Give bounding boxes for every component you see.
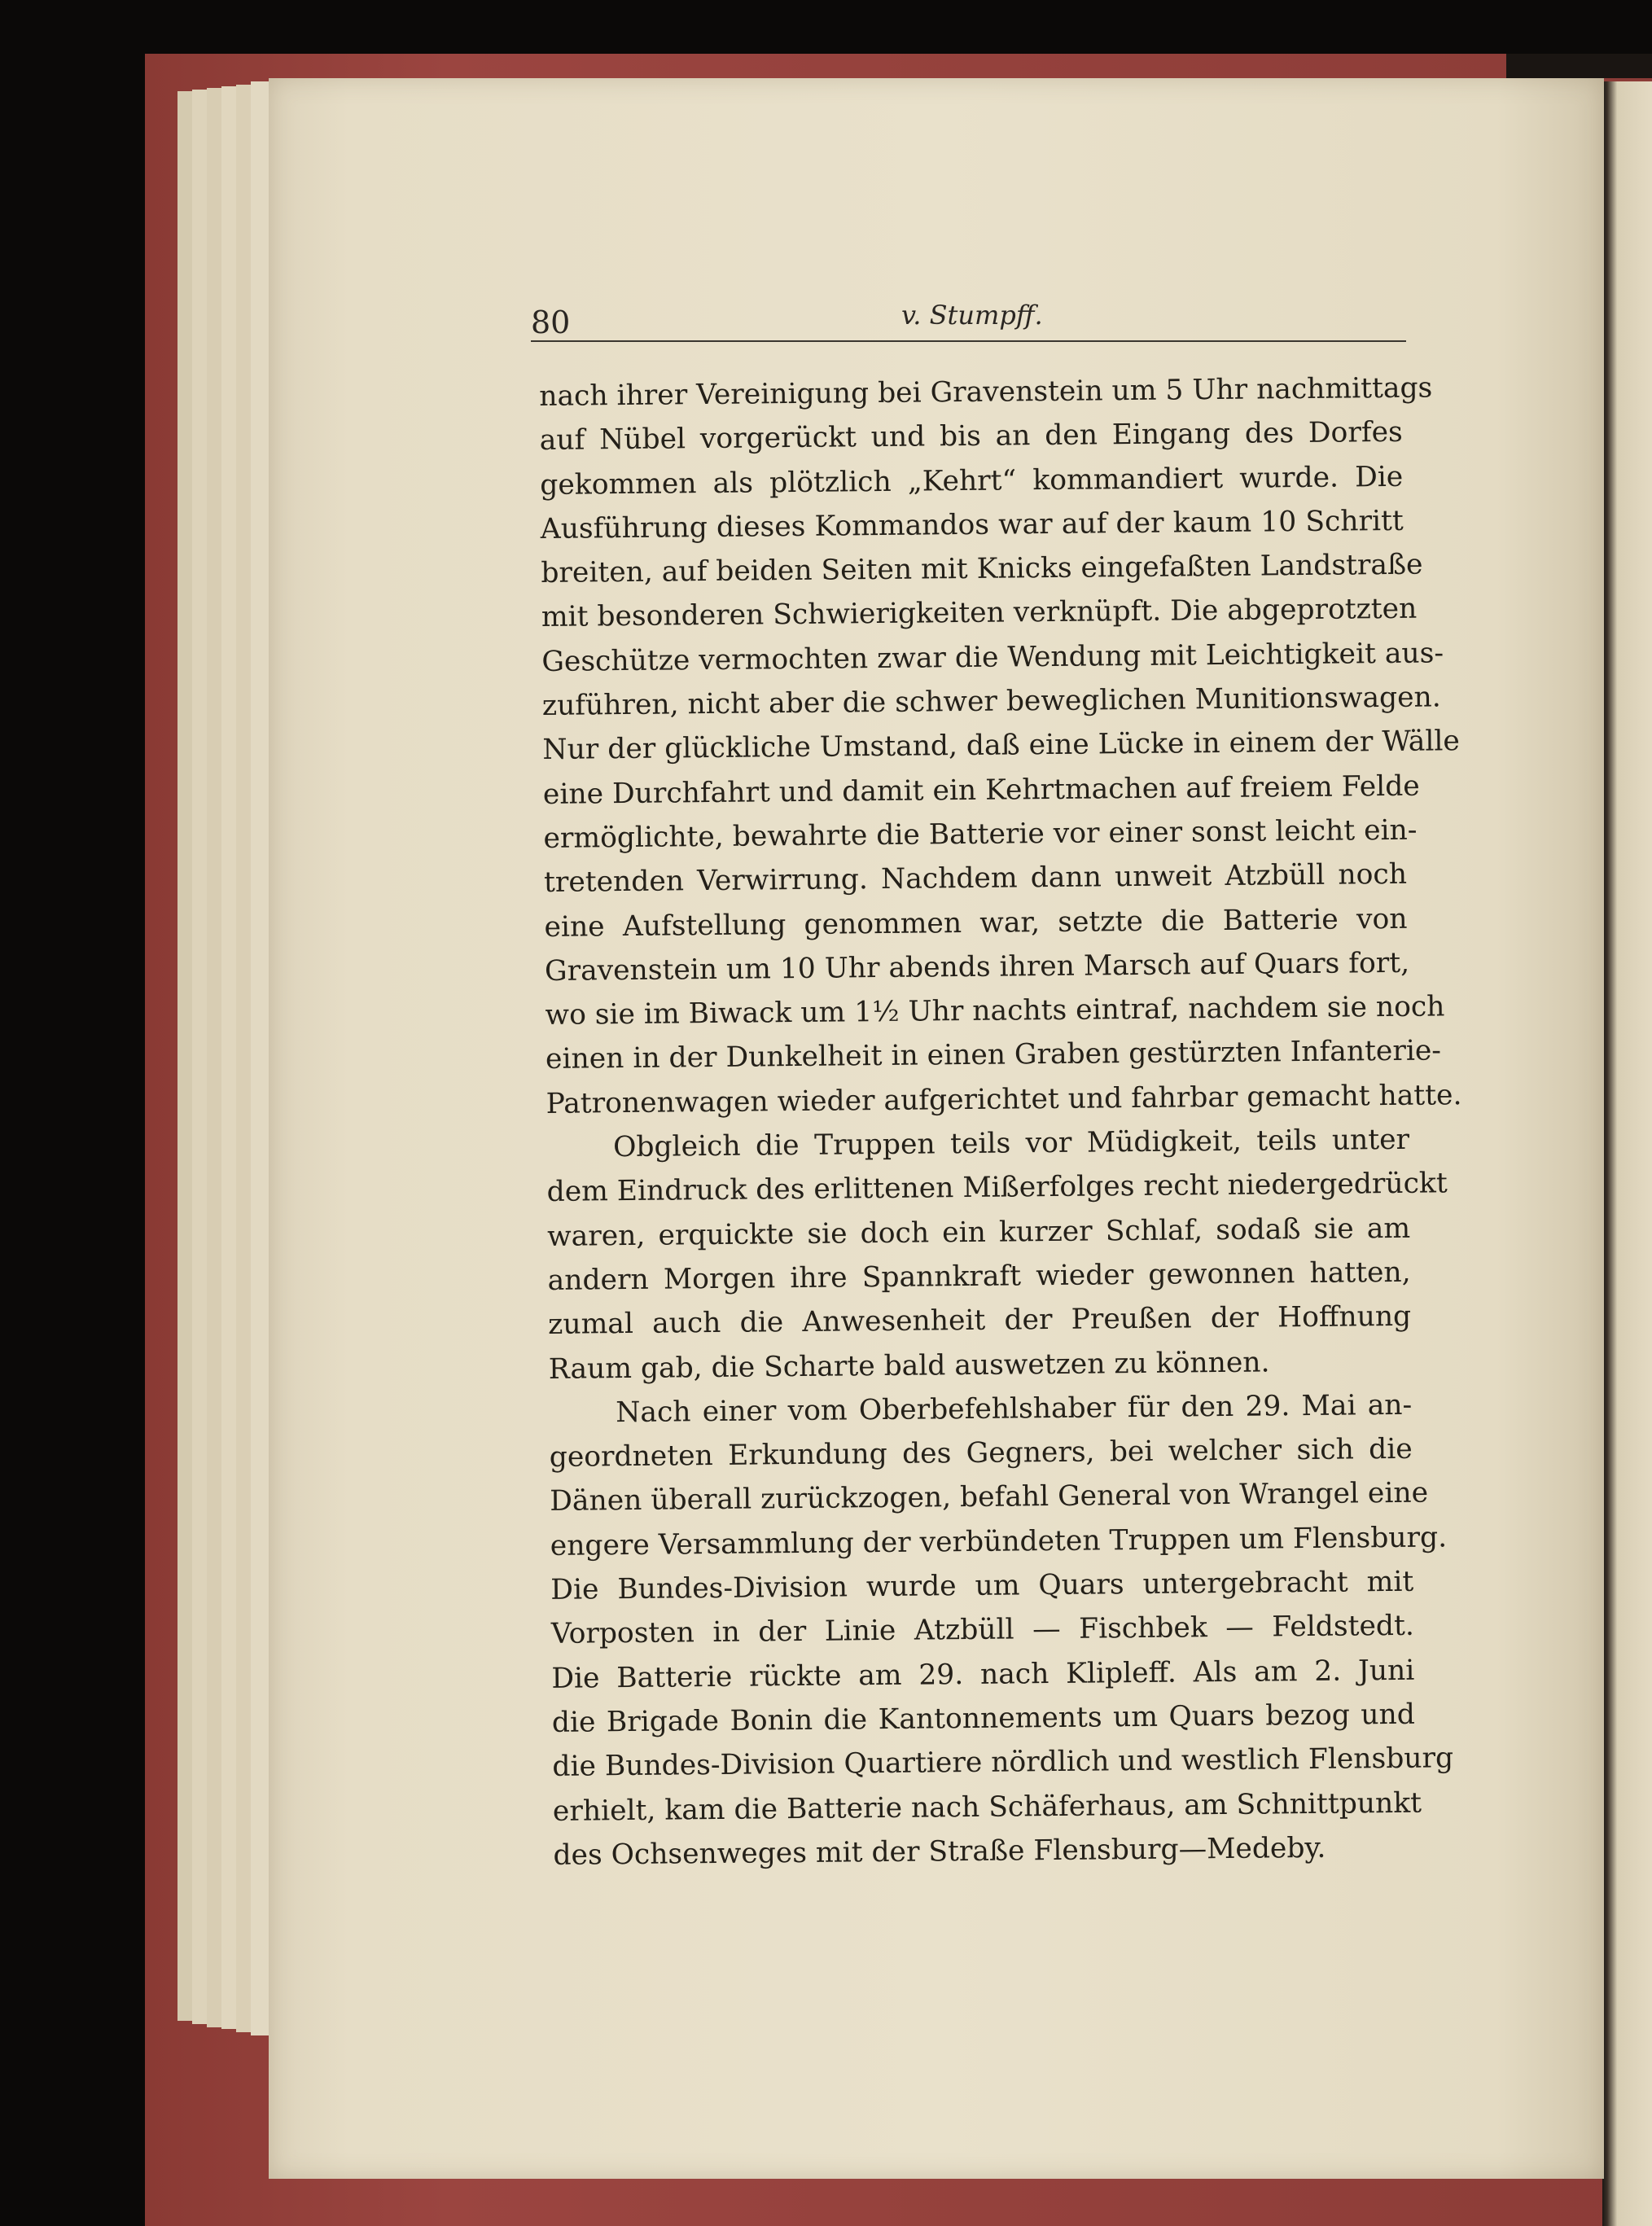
text-line: eine Aufstellung genommen war, setzte die Batterie von [544, 902, 1408, 944]
background-shadow [1506, 54, 1652, 78]
text-line: geordneten Erkundung des Gegners, bei welcher sich die [549, 1432, 1413, 1475]
text-line: tretenden Verwirrung. Nachdem dann unweit Atzbüll noch [543, 858, 1408, 900]
text-line: wo sie im Biwack um 1½ Uhr nachts eintraf, nachdem sie noch [545, 990, 1445, 1032]
text-line: zumal auch die Anwesenheit der Preußen der Hoffnung [548, 1300, 1412, 1342]
page-edge [221, 86, 238, 2029]
text-line: Die Bundes-Division wurde um Quars untergebracht mit [550, 1565, 1414, 1606]
text-line: Die Batterie rückte am 29. nach Klipleff. Als am 2. Juni [551, 1654, 1415, 1695]
text-line: Vorposten in der Linie Atzbüll — Fischbek — Feldstedt. [550, 1610, 1414, 1651]
paragraph-3 [549, 1383, 1454, 1878]
text-line: ermöglichte, bewahrte die Batterie vor einer sonst leicht ein- [543, 813, 1418, 855]
facing-page [1602, 81, 1652, 2226]
text-line: Raum gab, die Scharte bald auswetzen zu können. [548, 1345, 1270, 1386]
page-edge [236, 85, 252, 2032]
text-line: waren, erquickte sie doch ein kurzer Schlaf, sodaß sie am [546, 1212, 1411, 1253]
page-number: 80 [531, 305, 571, 340]
text-line: engere Versammlung der verbündeten Truppen um Flensburg. [550, 1521, 1448, 1562]
text-line: breiten, auf beiden Seiten mit Knicks eingefaßten Landstraße [541, 548, 1423, 590]
text-line: Patronenwagen wieder aufgerichtet und fahrbar gemacht hatte. [546, 1078, 1462, 1120]
text-line: die Brigade Bonin die Kantonnements um Quars bezog und [551, 1698, 1416, 1739]
text-line: Nach einer vom Oberbefehlshaber für den 29. Mai an- [616, 1388, 1413, 1429]
body-text [539, 366, 1462, 1878]
text-line: Nur der glückliche Umstand, daß eine Lücke in einem der Wälle [542, 725, 1461, 767]
text-line: Geschütze vermochten zwar die Wendung mit Leichtigkeit aus- [541, 637, 1444, 678]
text-line: Obgleich die Truppen teils vor Müdigkeit, teils unter [612, 1123, 1410, 1164]
text-line: auf Nübel vorgerückt und bis an den Eingang des Dorfes [539, 416, 1403, 458]
text-line: gekommen als plötzlich „Kehrt“ kommandiert wurde. Die [540, 460, 1404, 502]
page-edge [192, 90, 208, 2024]
page-edge [207, 88, 223, 2027]
page-header [531, 295, 1406, 342]
text-line: die Bundes-Division Quartiere nördlich und westlich Flensburg [552, 1742, 1454, 1784]
text-line: eine Durchfahrt und damit ein Kehrtmachen auf freiem Felde [542, 769, 1420, 811]
running-head: v. Stumpff. [901, 300, 1043, 331]
text-line: des Ochsenweges mit der Straße Flensburg—Medeby. [553, 1831, 1326, 1872]
page-edge [177, 91, 194, 2021]
page-edge [251, 81, 270, 2035]
text-line: Ausführung dieses Kommandos war auf der kaum 10 Schritt [540, 504, 1404, 546]
text-line: mit besonderen Schwierigkeiten verknüpft. Die abgeprotzten [541, 593, 1418, 634]
text-line: Gravenstein um 10 Uhr abends ihren Marsch auf Quars fort, [544, 946, 1410, 988]
text-line: zuführen, nicht aber die schwer beweglichen Munitionswagen. [541, 681, 1441, 723]
text-line: erhielt, kam die Batterie nach Schäferhaus, am Schnittpunkt [552, 1786, 1422, 1828]
text-line: andern Morgen ihre Spannkraft wieder gewonnen hatten, [547, 1255, 1411, 1297]
text-line: Dänen überall zurückzogen, befahl General von Wrangel eine [550, 1477, 1429, 1518]
paragraph-1 [539, 366, 1462, 1126]
text-line: dem Eindruck des erlittenen Mißerfolges recht niedergedrückt [546, 1167, 1448, 1209]
text-line: einen in der Dunkelheit in einen Graben gestürzten Infanterie- [545, 1034, 1442, 1076]
paragraph-2 [546, 1118, 1448, 1391]
text-line: nach ihrer Vereinigung bei Gravenstein um 5 Uhr nachmittags [539, 371, 1433, 413]
